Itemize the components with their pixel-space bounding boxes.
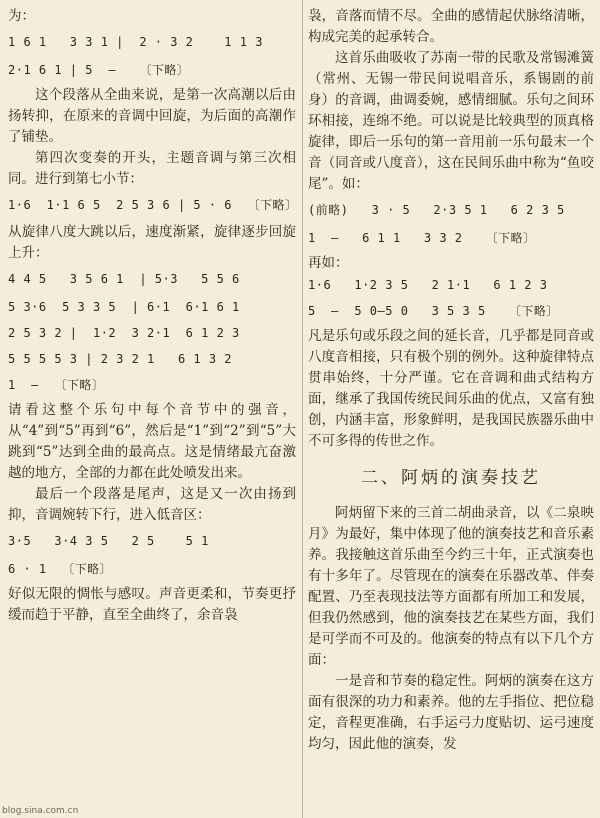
score-line: 3·5 3·4 3 5 2 5 5 1 [8,534,209,548]
paragraph: 从旋律八度大跳以后，速度渐紧，旋律逐步回旋上升： [8,224,296,261]
score-line: 2 5 3 2 | 1·2 3 2·1 6 1 2 3 [8,326,240,340]
paragraph: 袅，音落而情不尽。全曲的感情起伏脉络清晰，构成完美的起承转合。 [308,8,594,45]
score-line: (前略) 3 · 5 2·3 5 1 6 2 3 5 [308,203,565,217]
score-line: 1 6 1 3 3 1 | 2 · 3 2 1 1 3 [8,35,263,49]
paragraph: 一是音和节奏的稳定性。阿炳的演奏在这方面有很深的功力和素养。他的左手指位、把位稳定，音程更准确，右手运弓力度贴切、运弓速度均匀，因此他的演奏，发 [308,673,594,752]
score-line: 2·1 6 1 | 5 — 〔下略〕 [8,63,190,77]
score-line: 1·6 1·1 6 5 2 5 3 6 | 5 · 6 〔下略〕 [8,198,298,212]
paragraph: 最后一个段落是尾声，这是又一次由扬到抑，音调婉转下行，进入低音区： [8,486,296,523]
paragraph: 第四次变奏的开头，主题音调与第三次相同。进行到第七小节： [8,150,296,187]
score-line: 1 — 6 1 1 3 3 2 〔下略〕 [308,231,536,245]
left-column [8,0,296,818]
paragraph: 阿炳留下来的三首二胡曲录音，以《二泉映月》为最好，集中体现了他的演奏技艺和音乐素养。我接触这首乐曲至今约三十年，正式演奏也有十多年了。尽管现在的演奏在乐器改革、伴奏配置、乃至表现技法等方面都有所加工和发展，但我仍然感到，他的演奏技艺在某些方面，我们是可学而不可及的。他演奏的特点有以下几个方面： [308,505,594,668]
column-divider [302,0,303,818]
score-line: 5 3·6 5 3 3 5 | 6·1 6·1 6 1 [8,300,240,314]
top-fragment: 为： [8,8,35,24]
score-line: 4 4 5 3 5 6 1 | 5·3 5 5 6 [8,272,240,286]
right-column [308,0,594,818]
paragraph: 好似无限的惆怅与感叹。声音更柔和，节奏更抒缓而趋于平静，直至全曲终了，余音袅 [8,586,296,623]
source-watermark: blog.sina.com.cn [2,806,79,816]
score-line: 5 — 5 0—5 0 3 5 3 5 〔下略〕 [308,304,559,318]
paragraph: 这首乐曲吸收了苏南一带的民歌及常锡滩簧（常州、无锡一带民间说唱音乐，系锡剧的前身）的音调，曲调委婉，感情细腻。乐句之间环环相接，连绵不绝。可以说是比较典型的顶真格旋律，即后一乐句的第一音用前一乐句最末一个音（同音或八度音），这在民间乐曲中称为“鱼咬尾”。如： [308,50,594,192]
score-line: 1 — 〔下略〕 [8,378,105,392]
score-line: 5 5 5 5 3 | 2 3 2 1 6 1 3 2 [8,352,233,366]
again-label: 再如： [308,255,349,271]
paragraph: 这个段落从全曲来说，是第一次高潮以后由扬转抑，在原来的音调中回旋，为后面的高潮作了铺垫。 [8,87,296,145]
score-line: 1·6 1·2 3 5 2 1·1 6 1 2 3 [308,278,548,292]
paragraph: 凡是乐句或乐段之间的延长音，几乎都是同音或八度音相接，只有极个别的例外。这种旋律特点贯串始终，十分严谨。它在音调和曲式结构方面，继承了我国传统民间乐曲的优点，又富有独创，内涵丰富，形象鲜明，是我国民族器乐曲中不可多得的传世之作。 [308,328,594,449]
paragraph: 请看这整个乐句中每个音节中的强音，从“4”到“5”再到“6”，然后是“1”到“2”到“5”大跳到“5”达到全曲的最高点。这是情绪最亢奋激越的地方，全部的力都在此处喷发出来。 [8,402,296,481]
section-heading: 二、阿炳的演奏技艺 [361,468,541,488]
score-line: 6 · 1 〔下略〕 [8,562,113,576]
